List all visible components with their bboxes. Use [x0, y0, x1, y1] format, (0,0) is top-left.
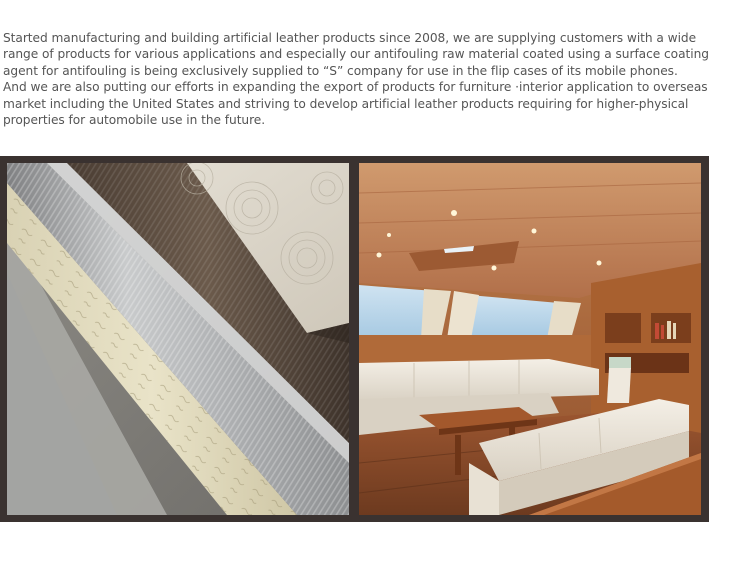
- yacht-interior-photo: [359, 163, 701, 515]
- intro-line: market including the United States and striving to develop artificial leather products requiring for higher-physical: [3, 96, 689, 111]
- intro-paragraph: [3, 30, 733, 128]
- intro-line: properties for automobile use in the future.: [3, 113, 266, 128]
- yacht-interior-illustration: [359, 163, 701, 515]
- leather-samples-photo: [7, 163, 349, 515]
- leather-samples-illustration: [7, 163, 349, 515]
- intro-line: Started manufacturing and building artificial leather products since 2008, we are supplying customers with a wide: [3, 31, 697, 45]
- intro-line: And we are also putting our efforts in expanding the export of products for furniture ·interior application to overseas: [3, 80, 708, 95]
- intro-line: agent for antifouling is being exclusively supplied to “S” company for use in the flip cases of its mobile phones.: [3, 63, 678, 78]
- product-gallery: [0, 156, 709, 522]
- intro-line: range of products for various applications and especially our antifouling raw material coated using a surface coating: [3, 47, 709, 62]
